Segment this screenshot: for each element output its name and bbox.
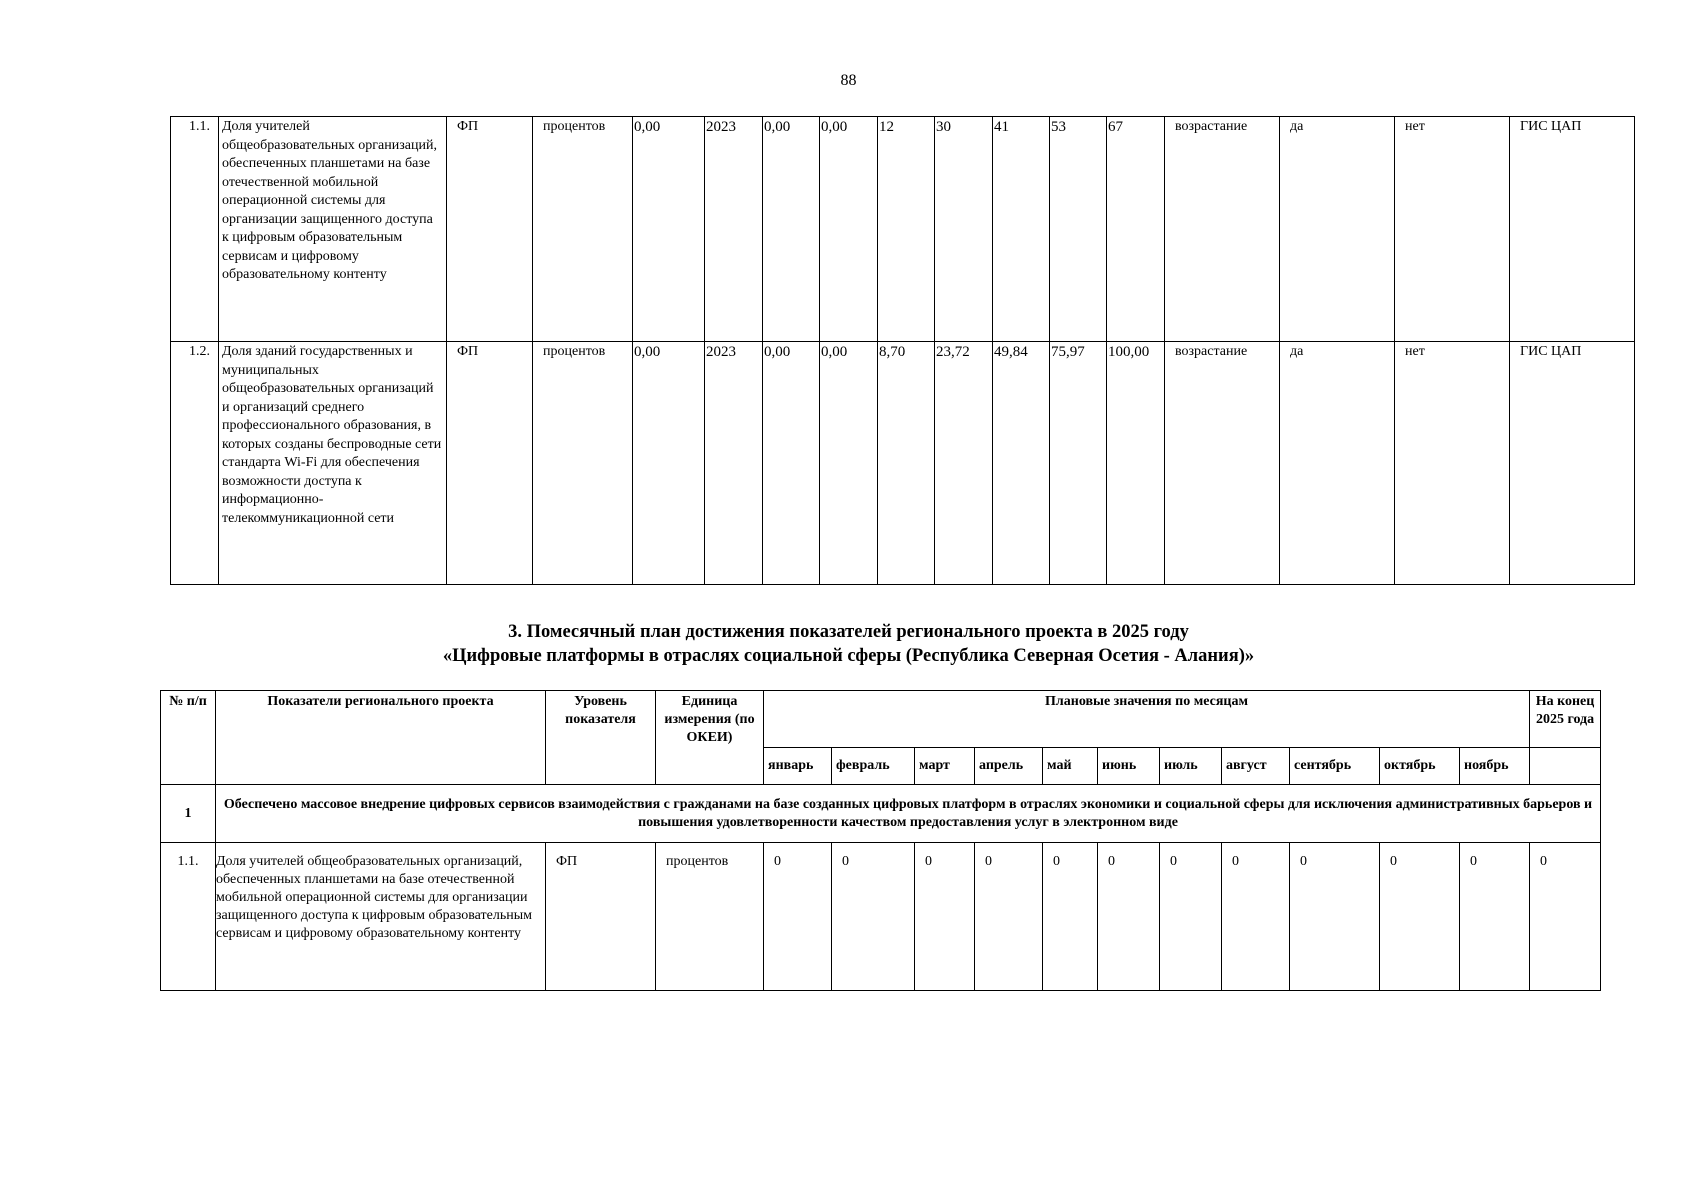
flag-cell: да (1280, 117, 1395, 342)
goal-row (161, 785, 1601, 843)
value-cell: 8,70 (878, 342, 935, 585)
value-cell: 30 (935, 117, 993, 342)
month-header: июнь (1098, 748, 1160, 785)
header-year-end: На конец 2025 года (1530, 691, 1601, 748)
header-row (161, 691, 1601, 748)
header-indicator: Показатели регионального проекта (216, 691, 546, 785)
value-cell: 12 (878, 117, 935, 342)
year-end-value: 0 (1530, 843, 1601, 991)
flag-cell: нет (1395, 117, 1510, 342)
indicator-unit: процентов (533, 117, 633, 342)
month-header: август (1222, 748, 1290, 785)
value-cell: 41 (993, 117, 1050, 342)
month-value: 0 (1460, 843, 1530, 991)
month-header-empty (1530, 748, 1601, 785)
value-cell: 49,84 (993, 342, 1050, 585)
month-value: 0 (915, 843, 975, 991)
goal-num: 1 (161, 785, 216, 843)
header-unit: Единица измерения (по ОКЕИ) (656, 691, 764, 785)
monthly-plan-table (160, 690, 1601, 991)
indicator-unit: процентов (533, 342, 633, 585)
table-row (171, 342, 1635, 585)
month-header: апрель (975, 748, 1043, 785)
value-cell: 23,72 (935, 342, 993, 585)
value-cell: 0,00 (763, 342, 820, 585)
month-header: октябрь (1380, 748, 1460, 785)
section-title-line2: «Цифровые платформы в отраслях социальной сферы (Республика Северная Осетия - Алания)» (442, 646, 1255, 666)
indicator-name: Доля учителей общеобразовательных организаций, обеспеченных планшетами на базе отечественной мобильной операционной системы для организации защищенного доступа к цифровым образовательным сервисам и цифровому образовательному контенту (216, 843, 546, 991)
month-header: сентябрь (1290, 748, 1380, 785)
section-title (0, 620, 1697, 668)
table-row (171, 117, 1635, 342)
base-year: 2023 (705, 342, 763, 585)
header-planned: Плановые значения по месяцам (764, 691, 1530, 748)
month-header: март (915, 748, 975, 785)
month-header: январь (764, 748, 832, 785)
indicators-table (170, 116, 1635, 585)
flag-cell: да (1280, 342, 1395, 585)
month-header: июль (1160, 748, 1222, 785)
goal-text: Обеспечено массовое внедрение цифровых сервисов взаимодействия с гражданами на базе созданных цифровых платформ в отраслях экономики и социальной сферы для исключения административных барьеров и повышения удовлетворенности качеством предоставления услуг в электронном виде (216, 785, 1601, 843)
row-number: 1.1. (171, 117, 219, 342)
row-number: 1.2. (171, 342, 219, 585)
page-number: 88 (840, 72, 857, 89)
indicator-name: Доля учителей общеобразовательных организаций, обеспеченных планшетами на базе отечественной мобильной операционной системы для организации защищенного доступа к цифровым образовательным сервисам и цифровому образовательному контенту (219, 117, 447, 342)
month-header: февраль (832, 748, 915, 785)
value-cell: 75,97 (1050, 342, 1107, 585)
month-value: 0 (1380, 843, 1460, 991)
month-value: 0 (1222, 843, 1290, 991)
value-cell: 100,00 (1107, 342, 1165, 585)
trend-cell: возрастание (1165, 342, 1280, 585)
flag-cell: нет (1395, 342, 1510, 585)
system-cell: ГИС ЦАП (1510, 117, 1635, 342)
indicator-level: ФП (447, 117, 533, 342)
base-year: 2023 (705, 117, 763, 342)
base-value: 0,00 (633, 342, 705, 585)
indicator-level: ФП (447, 342, 533, 585)
month-value: 0 (975, 843, 1043, 991)
value-cell: 0,00 (763, 117, 820, 342)
trend-cell: возрастание (1165, 117, 1280, 342)
indicator-level: ФП (546, 843, 656, 991)
value-cell: 53 (1050, 117, 1107, 342)
value-cell: 0,00 (820, 117, 878, 342)
month-value: 0 (764, 843, 832, 991)
system-cell: ГИС ЦАП (1510, 342, 1635, 585)
indicator-unit: процентов (656, 843, 764, 991)
value-cell: 0,00 (820, 342, 878, 585)
value-cell: 67 (1107, 117, 1165, 342)
header-num: № п/п (161, 691, 216, 785)
month-value: 0 (1043, 843, 1098, 991)
section-title-line1: 3. Помесячный план достижения показателей регионального проекта в 2025 году (508, 622, 1189, 642)
header-level: Уровень показателя (546, 691, 656, 785)
month-header: ноябрь (1460, 748, 1530, 785)
month-value: 0 (1098, 843, 1160, 991)
month-value: 0 (832, 843, 915, 991)
month-value: 0 (1160, 843, 1222, 991)
table-row (161, 843, 1601, 991)
indicator-name: Доля зданий государственных и муниципальных общеобразовательных организаций и организаций среднего профессионального образования, в которых созданы беспроводные сети стандарта Wi-Fi для обеспечения возможности доступа к информационно-телекоммуникационной сети (219, 342, 447, 585)
month-value: 0 (1290, 843, 1380, 991)
base-value: 0,00 (633, 117, 705, 342)
row-number: 1.1. (161, 843, 216, 991)
month-header: май (1043, 748, 1098, 785)
